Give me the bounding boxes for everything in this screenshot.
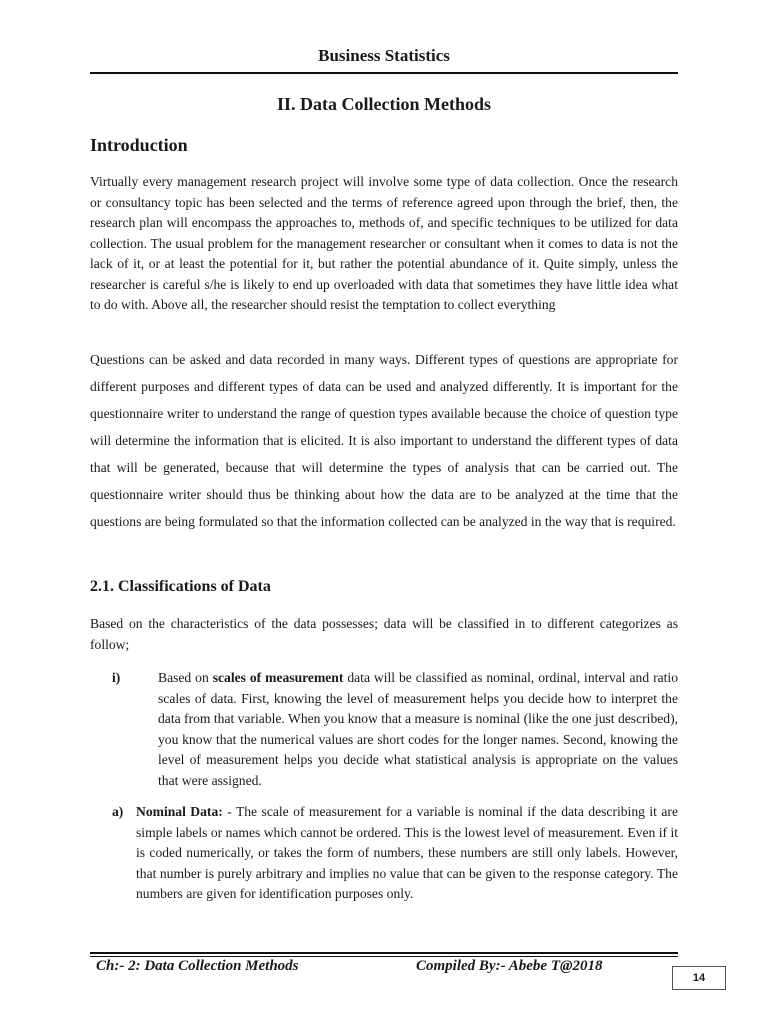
- list-item-rest: - The scale of measurement for a variable is nominal if the data describing it are simple labels or names which cannot be ordered. This is the lowest level of measurement. Even if it is coded numerically, or takes the form of numbers, these numbers are still only labels. However, that number is purely arbitrary and implies no value that can be given to the response category. The numbers are given for identification purposes only.: [136, 804, 678, 901]
- footer-rule-thin: [90, 956, 678, 957]
- classifications-heading: 2.1. Classifications of Data: [90, 578, 271, 595]
- list-item-text: [158, 668, 678, 791]
- introduction-paragraph-1: Virtually every management research project will involve some type of data collection. Once the research or consultancy topic has been selected and the terms of reference agreed upon through the brief, then, the research plan will encompass the approaches to, methods of, and specific techniques to be utilized for data collection. The usual problem for the management researcher or consultant when it comes to data is not the lack of it, or at least the potential for it, but rather the potential abundance of it. Quite simply, unless the researcher is careful s/he is likely to end up overloaded with data that sometimes they have little idea what to do with. Above all, the researcher should resist the temptation to collect everything: [90, 174, 678, 312]
- list-item-nominal: [112, 802, 678, 905]
- list-item-text: [136, 802, 678, 905]
- list-item-rest: data will be classified as nominal, ordinal, interval and ratio scales of data. First, knowing the level of measurement helps you decide how to interpret the data from that variable. When you know that a measure is nominal (like the one just described), you know that the numerical values are short codes for the longer names. Second, knowing the level of measurement helps you decide what statistical analysis is appropriate on the values that were assigned.: [158, 670, 678, 788]
- introduction-heading: Introduction: [90, 135, 188, 155]
- footer-rule: [90, 952, 678, 954]
- scales-of-measurement-term: scales of measurement: [212, 670, 344, 685]
- chapter-title: II. Data Collection Methods: [277, 94, 491, 114]
- nominal-data-term: Nominal Data:: [136, 804, 223, 819]
- header-rule: [90, 72, 678, 74]
- running-header: Business Statistics: [318, 46, 450, 65]
- introduction-paragraph-2: Questions can be asked and data recorded in many ways. Different types of questions are appropriate for different purposes and different types of data can be used and analyzed differently. It is important for the questionnaire writer to understand the range of question types available because the choice of question type will determine the information that is elicited. It is also important to understand the different types of data that will be generated, because that will determine the types of analysis that can be carried out. The questionnaire writer should thus be thinking about how the data are to be analyzed at the time that the questions are being formulated so that the information collected can be analyzed in the way that is required.: [90, 352, 678, 529]
- list-item-scales: [112, 668, 678, 791]
- list-marker: i): [112, 670, 121, 685]
- footer-author: Compiled By:- Abebe T@2018: [416, 958, 603, 974]
- list-item-lead: Based on: [158, 670, 213, 685]
- footer-chapter: Ch:- 2: Data Collection Methods: [96, 958, 299, 974]
- page-number: 14: [672, 966, 726, 990]
- list-marker: a): [112, 804, 124, 819]
- classifications-intro: Based on the characteristics of the data possesses; data will be classified in to different categorizes as follow;: [90, 616, 678, 652]
